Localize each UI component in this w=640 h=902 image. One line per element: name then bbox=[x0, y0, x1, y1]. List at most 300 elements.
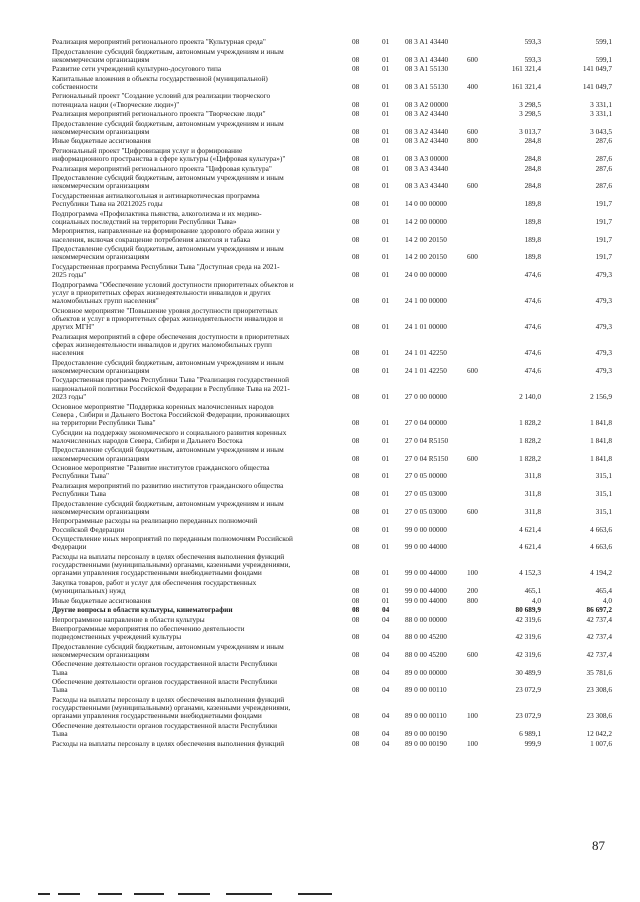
subsection-cell: 04 bbox=[382, 738, 390, 748]
row-name-line: некоммерческим организациям bbox=[52, 453, 150, 463]
row-name bbox=[52, 579, 342, 596]
section-cell: 08 bbox=[352, 37, 360, 46]
subsection-cell: 01 bbox=[382, 199, 390, 209]
row-name-line: Республики Тыва" bbox=[52, 471, 109, 481]
row-name-line: маломобильных групп населения" bbox=[52, 296, 159, 306]
subsection-cell: 01 bbox=[382, 252, 390, 262]
target-article-cell: 27 0 00 00000 bbox=[405, 391, 447, 401]
expense-type-cell: 400 bbox=[467, 81, 478, 91]
table-row bbox=[0, 446, 640, 463]
amount-2023-cell: 42 737,4 bbox=[586, 649, 612, 659]
row-name-line: некоммерческим организациям bbox=[52, 126, 150, 136]
section-cell: 08 bbox=[352, 391, 360, 401]
amount-2022-cell: 189,8 bbox=[524, 252, 541, 262]
amount-2023-cell: 479,3 bbox=[595, 365, 612, 375]
amount-2022-cell: 311,8 bbox=[524, 506, 541, 516]
amount-2023-cell: 287,6 bbox=[595, 181, 612, 191]
table-row bbox=[0, 722, 640, 739]
row-name-line: Основное мероприятие "Повышение уровня доступности приоритетных bbox=[52, 305, 278, 315]
row-name-line: населения bbox=[52, 348, 84, 358]
expense-type-cell: 600 bbox=[467, 649, 478, 659]
section-cell: 08 bbox=[352, 365, 360, 375]
row-name bbox=[52, 147, 342, 164]
table-row bbox=[0, 579, 640, 596]
subsection-cell: 04 bbox=[382, 667, 390, 677]
table-row bbox=[0, 120, 640, 137]
target-article-cell: 99 0 00 00000 bbox=[405, 524, 447, 534]
amount-2022-cell: 474,6 bbox=[524, 348, 541, 358]
row-name-line: малочисленных народов Севера, Сибири и Дальнего Востока bbox=[52, 435, 243, 445]
table-row bbox=[0, 482, 640, 499]
amount-2022-cell: 284,8 bbox=[524, 136, 541, 146]
amount-2022-cell: 465,1 bbox=[524, 586, 541, 596]
subsection-cell: 01 bbox=[382, 234, 390, 244]
row-name bbox=[52, 517, 342, 534]
table-row bbox=[0, 263, 640, 280]
row-name bbox=[52, 482, 342, 499]
expense-type-cell: 100 bbox=[467, 738, 478, 748]
row-name-line: некоммерческим организациям bbox=[52, 252, 150, 262]
section-cell: 08 bbox=[352, 163, 360, 173]
amount-2022-cell: 1 828,2 bbox=[519, 435, 541, 445]
table-row bbox=[0, 48, 640, 65]
amount-2023-cell: 1 007,6 bbox=[590, 738, 612, 748]
amount-2023-cell: 315,1 bbox=[595, 489, 612, 499]
subsection-cell: 01 bbox=[382, 418, 390, 428]
row-name-line: Основное мероприятие "Развитие институтов гражданского общества bbox=[52, 463, 270, 472]
row-name-line: Иные бюджетные ассигнования bbox=[52, 595, 151, 605]
subsection-cell: 01 bbox=[382, 489, 390, 499]
row-name-line: национальной политики Российской Федерации в Республике Тыва на 2021- bbox=[52, 383, 290, 393]
row-name-line: Расходы на выплаты персоналу в целях обеспечения выполнения функций bbox=[52, 694, 285, 704]
target-article-cell: 08 3 A3 43440 bbox=[405, 163, 449, 173]
row-name-line: органами управления государственными внебюджетными фондами bbox=[52, 711, 262, 721]
row-name-line: подведомственных учреждений культуры bbox=[52, 632, 182, 642]
amount-2022-cell: 3 298,5 bbox=[519, 99, 541, 109]
expense-type-cell: 600 bbox=[467, 126, 478, 136]
table-row bbox=[0, 535, 640, 552]
target-article-cell: 89 0 00 00110 bbox=[405, 711, 447, 721]
amount-2023-cell: 1 841,8 bbox=[590, 453, 612, 463]
subsection-cell: 01 bbox=[382, 109, 390, 119]
section-cell: 08 bbox=[352, 729, 360, 739]
amount-2023-cell: 42 737,4 bbox=[586, 614, 612, 624]
table-row bbox=[0, 92, 640, 109]
target-article-cell: 89 0 00 00110 bbox=[405, 685, 447, 695]
subsection-cell: 01 bbox=[382, 453, 390, 463]
row-name-line: Государственная программа Республики Тыва "Реализация государственной bbox=[52, 375, 290, 385]
table-row bbox=[0, 643, 640, 660]
row-name-line: Республики Тыва bbox=[52, 489, 107, 499]
row-name-line: Государственная антиалкогольная и антинаркотическая программа bbox=[52, 190, 260, 200]
row-name-line: Субсидии на поддержку экономического и социального развития коренных bbox=[52, 427, 287, 437]
table-row bbox=[0, 696, 640, 721]
amount-2023-cell: 3 331,1 bbox=[590, 109, 612, 119]
row-name-line: (муниципальных) нужд bbox=[52, 586, 126, 596]
row-name-line: сферах жизнедеятельности инвалидов и других маломобильных групп bbox=[52, 339, 272, 349]
amount-2022-cell: 4,0 bbox=[531, 595, 541, 605]
table-row bbox=[0, 403, 640, 428]
expense-type-cell: 800 bbox=[467, 136, 478, 146]
target-article-cell: 08 3 A1 43440 bbox=[405, 54, 449, 64]
section-cell: 08 bbox=[352, 234, 360, 244]
amount-2023-cell: 2 156,9 bbox=[590, 391, 612, 401]
subsection-cell: 01 bbox=[382, 181, 390, 191]
row-name-line: Мероприятия, направленные на формирование здорового образа жизни у bbox=[52, 226, 280, 236]
amount-2022-cell: 3 013,7 bbox=[519, 126, 541, 136]
amount-2023-cell: 315,1 bbox=[595, 506, 612, 516]
expense-type-cell: 100 bbox=[467, 568, 478, 578]
section-cell: 08 bbox=[352, 586, 360, 596]
table-row bbox=[0, 660, 640, 677]
amount-2023-cell: 191,7 bbox=[595, 252, 612, 262]
section-cell: 08 bbox=[352, 524, 360, 534]
subsection-cell: 01 bbox=[382, 296, 390, 306]
row-name bbox=[52, 48, 342, 65]
row-name-line: Реализация мероприятий регионального проекта "Культурная среда" bbox=[52, 37, 266, 46]
section-cell: 08 bbox=[352, 453, 360, 463]
row-name bbox=[52, 210, 342, 227]
amount-2022-cell: 284,8 bbox=[524, 181, 541, 191]
subsection-cell: 01 bbox=[382, 365, 390, 375]
subsection-cell: 04 bbox=[382, 649, 390, 659]
scan-mark bbox=[98, 893, 122, 895]
row-name bbox=[52, 245, 342, 262]
row-name bbox=[52, 553, 342, 578]
amount-2022-cell: 284,8 bbox=[524, 154, 541, 164]
table-row bbox=[0, 210, 640, 227]
amount-2022-cell: 474,6 bbox=[524, 365, 541, 375]
row-name bbox=[52, 38, 342, 46]
row-name-line: Предоставление субсидий бюджетным, автономным учреждениям и иным bbox=[52, 118, 284, 128]
amount-2022-cell: 80 689,9 bbox=[515, 605, 541, 614]
row-name-line: государственными (муниципальными) органами, казенными учреждениями, bbox=[52, 560, 291, 570]
row-name bbox=[52, 740, 342, 748]
amount-2022-cell: 189,8 bbox=[524, 234, 541, 244]
row-name-line: на территории Республики Тыва" bbox=[52, 418, 156, 428]
row-name-line: Обеспечение деятельности органов государственной власти Республики bbox=[52, 677, 278, 687]
row-name-line: Предоставление субсидий бюджетным, автономным учреждениям и иным bbox=[52, 357, 284, 367]
target-article-cell: 08 3 A3 43440 bbox=[405, 181, 449, 191]
row-name-line: некоммерческим организациям bbox=[52, 54, 150, 64]
section-cell: 08 bbox=[352, 595, 360, 605]
expense-type-cell: 100 bbox=[467, 711, 478, 721]
section-cell: 08 bbox=[352, 489, 360, 499]
row-name bbox=[52, 307, 342, 332]
amount-2022-cell: 161 321,4 bbox=[511, 64, 541, 74]
table-row bbox=[0, 678, 640, 695]
amount-2022-cell: 23 072,9 bbox=[515, 711, 541, 721]
table-row bbox=[0, 359, 640, 376]
row-name-line: услуг в приоритетных сферах жизнедеятельности инвалидов и других bbox=[52, 287, 271, 297]
section-cell: 08 bbox=[352, 270, 360, 280]
amount-2023-cell: 191,7 bbox=[595, 199, 612, 209]
row-name bbox=[52, 535, 342, 552]
row-name-line: Непрограммное направление в области культуры bbox=[52, 614, 205, 624]
row-name-line: Осуществление иных мероприятий по переданным полномочиям Российской bbox=[52, 534, 293, 543]
subsection-cell: 01 bbox=[382, 471, 390, 481]
expense-type-cell: 200 bbox=[467, 586, 478, 596]
target-article-cell: 08 3 A2 43440 bbox=[405, 136, 449, 146]
row-name-line: Предоставление субсидий бюджетным, автономным учреждениям и иным bbox=[52, 244, 284, 253]
section-cell: 08 bbox=[352, 685, 360, 695]
subsection-cell: 01 bbox=[382, 99, 390, 109]
page-number: 87 bbox=[592, 838, 605, 853]
table-row bbox=[0, 110, 640, 118]
amount-2023-cell: 23 308,6 bbox=[586, 711, 612, 721]
expense-type-cell: 600 bbox=[467, 252, 478, 262]
row-name-line: Расходы на выплаты персоналу в целях обеспечения выполнения функций bbox=[52, 551, 285, 561]
section-cell: 08 bbox=[352, 471, 360, 481]
section-cell: 08 bbox=[352, 738, 360, 748]
row-name-line: объектов и услуг в приоритетных сферах жизнедеятельности инвалидов и bbox=[52, 313, 283, 323]
table-row bbox=[0, 38, 640, 46]
table-row bbox=[0, 165, 640, 173]
amount-2022-cell: 474,6 bbox=[524, 322, 541, 332]
target-article-cell: 08 3 A1 43440 bbox=[405, 37, 449, 46]
subsection-cell: 01 bbox=[382, 37, 390, 46]
target-article-cell: 08 3 A1 55130 bbox=[405, 64, 449, 74]
amount-2023-cell: 479,3 bbox=[595, 270, 612, 280]
row-name-line: Предоставление субсидий бюджетным, автономным учреждениям и иным bbox=[52, 46, 284, 56]
target-article-cell: 24 1 00 00000 bbox=[405, 296, 447, 306]
row-name-line: Региональный проект "Создание условий для реализации творческого bbox=[52, 91, 271, 101]
row-name-line: Предоставление субсидий бюджетным, автономным учреждениям и иным bbox=[52, 173, 284, 182]
row-name bbox=[52, 75, 342, 92]
subsection-cell: 01 bbox=[382, 216, 390, 226]
row-name-line: Обеспечение деятельности органов государственной власти Республики bbox=[52, 659, 278, 669]
row-name-line: некоммерческим организациям bbox=[52, 506, 150, 516]
amount-2023-cell: 141 049,7 bbox=[582, 81, 612, 91]
amount-2022-cell: 1 828,2 bbox=[519, 418, 541, 428]
amount-2022-cell: 189,8 bbox=[524, 199, 541, 209]
target-article-cell: 27 0 05 03000 bbox=[405, 489, 447, 499]
row-name-line: Тыва bbox=[52, 729, 68, 739]
target-article-cell: 24 1 01 42250 bbox=[405, 348, 447, 358]
row-name-line: Непрограммные расходы на реализацию переданных полномочий bbox=[52, 516, 258, 526]
amount-2022-cell: 42 319,6 bbox=[515, 614, 541, 624]
section-cell: 08 bbox=[352, 506, 360, 516]
row-name bbox=[52, 500, 342, 517]
section-cell: 08 bbox=[352, 542, 360, 552]
table-row bbox=[0, 500, 640, 517]
subsection-cell: 01 bbox=[382, 568, 390, 578]
amount-2022-cell: 311,8 bbox=[524, 489, 541, 499]
row-name bbox=[52, 696, 342, 721]
row-name-line: государственными (муниципальными) органами, казенными учреждениями, bbox=[52, 703, 291, 713]
row-name bbox=[52, 429, 342, 446]
subsection-cell: 01 bbox=[382, 126, 390, 136]
expense-type-cell: 600 bbox=[467, 365, 478, 375]
table-row bbox=[0, 65, 640, 73]
section-cell: 08 bbox=[352, 348, 360, 358]
amount-2023-cell: 599,1 bbox=[595, 37, 612, 46]
scan-mark bbox=[298, 893, 332, 895]
section-cell: 08 bbox=[352, 418, 360, 428]
row-name-line: Реализация мероприятий по развитию институтов гражданского общества bbox=[52, 480, 284, 490]
amount-2023-cell: 479,3 bbox=[595, 296, 612, 306]
amount-2022-cell: 999,9 bbox=[524, 738, 541, 748]
subsection-cell: 01 bbox=[382, 163, 390, 173]
row-name-line: социальных последствий на территории Республики Тыва» bbox=[52, 216, 237, 226]
row-name bbox=[52, 65, 342, 73]
row-name-line: Основное мероприятие "Поддержка коренных малочисленных народов bbox=[52, 401, 274, 411]
row-name-line: Расходы на выплаты персоналу в целях обеспечения выполнения функций bbox=[52, 738, 285, 748]
row-name bbox=[52, 606, 342, 614]
amount-2023-cell: 191,7 bbox=[595, 216, 612, 226]
section-cell: 08 bbox=[352, 199, 360, 209]
row-name-line: Подпрограмма "Обеспечение условий доступности приоритетных объектов и bbox=[52, 279, 294, 289]
amount-2022-cell: 189,8 bbox=[524, 216, 541, 226]
row-name-line: Тыва bbox=[52, 667, 68, 677]
section-cell: 08 bbox=[352, 322, 360, 332]
amount-2023-cell: 3 331,1 bbox=[590, 99, 612, 109]
target-article-cell: 08 3 A2 00000 bbox=[405, 99, 449, 109]
subsection-cell: 01 bbox=[382, 270, 390, 280]
table-row bbox=[0, 606, 640, 614]
row-name-line: собственности bbox=[52, 81, 98, 91]
row-name-line: Российской Федерации bbox=[52, 524, 125, 534]
row-name-line: Капитальные вложения в объекты государственной (муниципальной) bbox=[52, 73, 268, 83]
target-article-cell: 14 0 00 00000 bbox=[405, 199, 447, 209]
amount-2022-cell: 42 319,6 bbox=[515, 632, 541, 642]
section-cell: 08 bbox=[352, 296, 360, 306]
row-name bbox=[52, 597, 342, 605]
section-cell: 08 bbox=[352, 649, 360, 659]
amount-2023-cell: 465,4 bbox=[595, 586, 612, 596]
section-cell: 08 bbox=[352, 632, 360, 642]
row-name-line: Региональный проект "Цифровизация услуг и формирование bbox=[52, 145, 243, 155]
subsection-cell: 01 bbox=[382, 81, 390, 91]
target-article-cell: 24 1 01 42250 bbox=[405, 365, 447, 375]
target-article-cell: 08 3 A3 00000 bbox=[405, 154, 449, 164]
expense-type-cell: 600 bbox=[467, 506, 478, 516]
section-cell: 08 bbox=[352, 99, 360, 109]
amount-2023-cell: 23 308,6 bbox=[586, 685, 612, 695]
section-cell: 08 bbox=[352, 54, 360, 64]
row-name-line: Обеспечение деятельности органов государственной власти Республики bbox=[52, 721, 278, 730]
row-name-line: Реализация мероприятий регионального проекта "Цифровая культура" bbox=[52, 163, 272, 173]
scan-mark bbox=[38, 893, 50, 895]
target-article-cell: 27 0 04 00000 bbox=[405, 418, 447, 428]
target-article-cell: 08 3 A1 55130 bbox=[405, 81, 449, 91]
amount-2023-cell: 1 841,8 bbox=[590, 418, 612, 428]
row-name-line: Предоставление субсидий бюджетным, автономным учреждениям и иным bbox=[52, 498, 284, 508]
expense-type-cell: 600 bbox=[467, 181, 478, 191]
row-name bbox=[52, 120, 342, 137]
row-name bbox=[52, 227, 342, 244]
row-name bbox=[52, 281, 342, 306]
row-name bbox=[52, 174, 342, 191]
amount-2022-cell: 23 072,9 bbox=[515, 685, 541, 695]
expense-type-cell: 800 bbox=[467, 595, 478, 605]
target-article-cell: 27 0 04 R5150 bbox=[405, 435, 449, 445]
amount-2022-cell: 1 828,2 bbox=[519, 453, 541, 463]
subsection-cell: 01 bbox=[382, 154, 390, 164]
row-name-line: некоммерческим организациям bbox=[52, 649, 150, 659]
row-name bbox=[52, 625, 342, 642]
target-article-cell: 27 0 04 R5150 bbox=[405, 453, 449, 463]
row-name-line: некоммерческим организациям bbox=[52, 181, 150, 191]
table-row bbox=[0, 307, 640, 332]
subsection-cell: 04 bbox=[382, 632, 390, 642]
table-row bbox=[0, 464, 640, 481]
amount-2023-cell: 4 663,6 bbox=[590, 542, 612, 552]
amount-2023-cell: 287,6 bbox=[595, 163, 612, 173]
table-row bbox=[0, 147, 640, 164]
row-name bbox=[52, 678, 342, 695]
subsection-cell: 01 bbox=[382, 506, 390, 516]
amount-2022-cell: 4 152,3 bbox=[519, 568, 541, 578]
subsection-cell: 04 bbox=[382, 614, 390, 624]
row-name-line: Развитие сети учреждений культурно-досугового типа bbox=[52, 64, 222, 74]
row-name-line: Севера , Сибири и Дальнего Востока Российской Федерации, проживающих bbox=[52, 409, 290, 419]
amount-2023-cell: 4 194,2 bbox=[590, 568, 612, 578]
target-article-cell: 89 0 00 00190 bbox=[405, 738, 447, 748]
amount-2023-cell: 287,6 bbox=[595, 136, 612, 146]
table-row bbox=[0, 227, 640, 244]
amount-2022-cell: 474,6 bbox=[524, 270, 541, 280]
target-article-cell: 14 2 00 20150 bbox=[405, 234, 447, 244]
row-name-line: Внепрограммные мероприятия по обеспечению деятельности bbox=[52, 623, 245, 633]
subsection-cell: 01 bbox=[382, 322, 390, 332]
table-row bbox=[0, 517, 640, 534]
row-name-line: Предоставление субсидий бюджетным, автономным учреждениям и иным bbox=[52, 641, 284, 651]
amount-2022-cell: 4 621,4 bbox=[519, 542, 541, 552]
target-article-cell: 88 0 00 00000 bbox=[405, 614, 447, 624]
row-name-line: 2025 годы" bbox=[52, 270, 87, 280]
section-cell: 08 bbox=[352, 81, 360, 91]
row-name-line: некоммерческим организациям bbox=[52, 365, 150, 375]
subsection-cell: 04 bbox=[382, 729, 390, 739]
target-article-cell: 24 1 01 00000 bbox=[405, 322, 447, 332]
row-name bbox=[52, 403, 342, 428]
table-row bbox=[0, 333, 640, 358]
amount-2023-cell: 3 043,5 bbox=[590, 126, 612, 136]
table-row bbox=[0, 625, 640, 642]
table-row bbox=[0, 281, 640, 306]
amount-2023-cell: 315,1 bbox=[595, 471, 612, 481]
table-row bbox=[0, 740, 640, 748]
subsection-cell: 04 bbox=[382, 711, 390, 721]
row-name bbox=[52, 263, 342, 280]
amount-2023-cell: 42 737,4 bbox=[586, 632, 612, 642]
row-name-line: Закупка товаров, работ и услуг для обеспечения государственных bbox=[52, 577, 257, 587]
amount-2022-cell: 284,8 bbox=[524, 163, 541, 173]
target-article-cell: 88 0 00 45200 bbox=[405, 649, 447, 659]
section-cell: 08 bbox=[352, 181, 360, 191]
row-name-line: информационного пространства в сфере культуры («Цифровая культура»)" bbox=[52, 154, 286, 164]
row-name bbox=[52, 446, 342, 463]
amount-2022-cell: 593,3 bbox=[524, 54, 541, 64]
target-article-cell: 14 2 00 20150 bbox=[405, 252, 447, 262]
amount-2023-cell: 35 781,6 bbox=[586, 667, 612, 677]
row-name-line: потенциала нации («Творческие люди»)" bbox=[52, 99, 180, 109]
section-cell: 08 bbox=[352, 614, 360, 624]
row-name bbox=[52, 92, 342, 109]
row-name bbox=[52, 165, 342, 173]
table-row bbox=[0, 429, 640, 446]
row-name-line: населения, включая сокращение потребления алкоголя и табака bbox=[52, 234, 251, 244]
row-name-line: Республики Тыва на 20212025 годы bbox=[52, 199, 163, 209]
scan-mark bbox=[58, 893, 80, 895]
target-article-cell: 88 0 00 45200 bbox=[405, 632, 447, 642]
row-name bbox=[52, 192, 342, 209]
section-cell: 08 bbox=[352, 216, 360, 226]
amount-2023-cell: 1 841,8 bbox=[590, 435, 612, 445]
subsection-cell: 01 bbox=[382, 595, 390, 605]
table-row bbox=[0, 376, 640, 401]
